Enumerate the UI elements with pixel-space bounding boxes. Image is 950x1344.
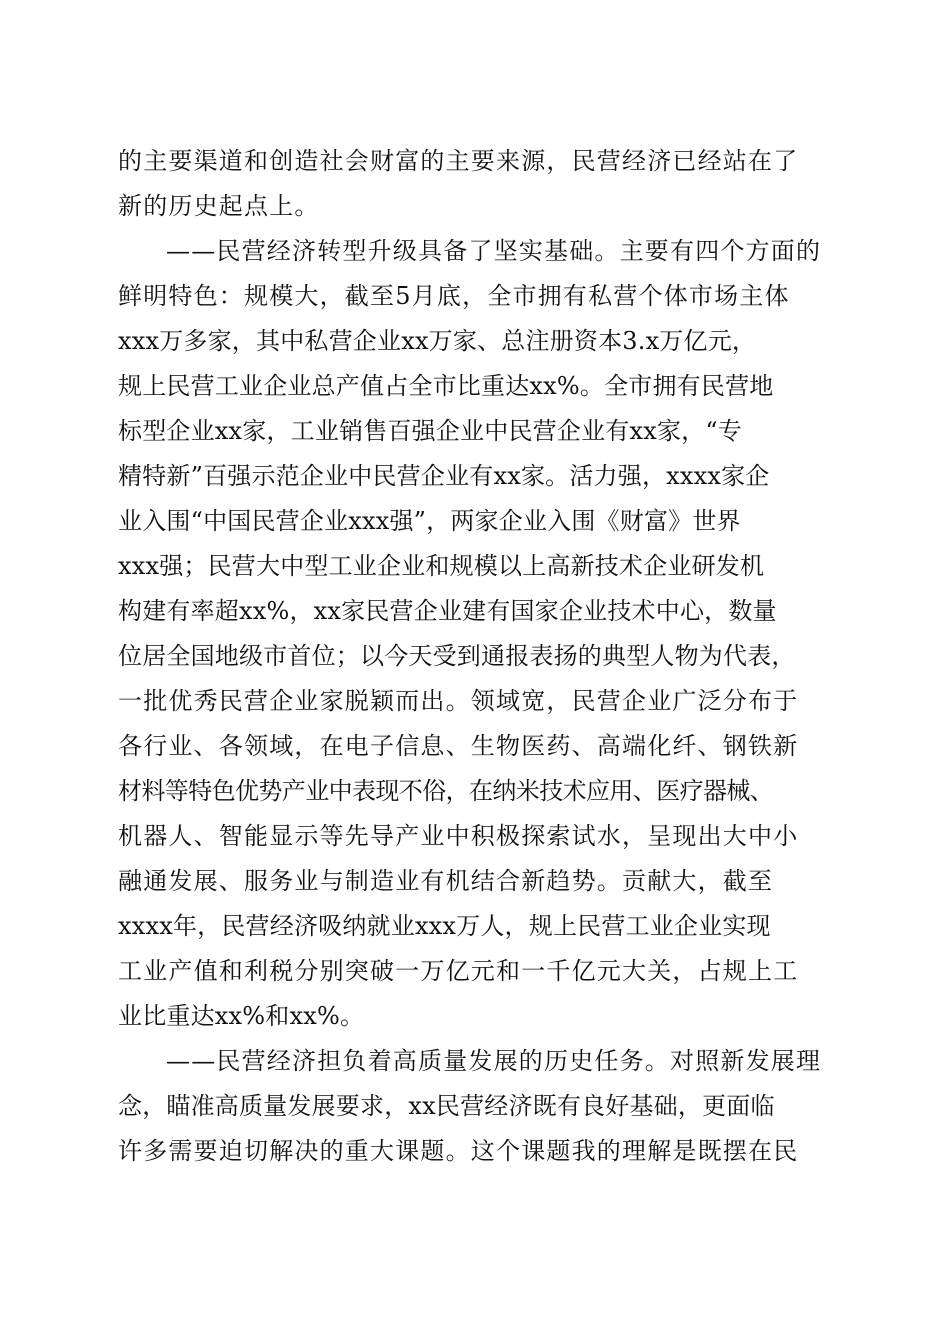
text-line: 新的历史起点上。 [118,192,320,220]
paragraph-start-line: ——民营经济担负着高质量发展的历史任务。对照新发展理 [166,1047,822,1075]
text-line: 材料等特色优势产业中表现不俗，在纳米技术应用、医疗器械、 [118,777,774,805]
text-line: 业比重达xx%和xx%。 [118,1002,365,1030]
text-line: 业入围“中国民营企业xxx强”，两家企业入围《财富》世界 [118,507,741,535]
text-line: 位居全国地级市首位；以今天受到通报表扬的典型人物为代表， [118,642,796,670]
text-line: 精特新”百强示范企业中民营企业有xx家。活力强，xxxx家企 [118,462,770,490]
text-line: xxx强；民营大中型工业企业和规模以上高新技术企业研发机 [118,552,765,580]
text-line: 的主要渠道和创造社会财富的主要来源，民营经济已经站在了 [118,147,799,175]
text-line: 一批优秀民营企业家脱颖而出。领域宽，民营企业广泛分布于 [118,687,799,715]
paragraph-start-line: ——民营经济转型升级具备了坚实基础。主要有四个方面的 [166,237,822,265]
text-line: xxx万多家，其中私营企业xx万家、总注册资本3.x万亿元， [118,327,757,355]
text-line: 鲜明特色：规模大，截至5月底，全市拥有私营个体市场主体 [118,282,790,310]
text-line: 融通发展、服务业与制造业有机结合新趋势。贡献大，截至 [118,867,774,895]
text-line: 机器人、智能显示等先导产业中积极探索试水，呈现出大中小 [118,822,799,850]
text-line: 念，瞄准高质量发展要求，xx民营经济既有良好基础，更面临 [118,1092,775,1120]
text-line: 许多需要迫切解决的重大课题。这个课题我的理解是既摆在民 [118,1137,799,1165]
text-line: xxxx年，民营经济吸纳就业xxx万人，规上民营工业企业实现 [118,912,771,940]
text-line: 构建有率超xx%，xx家民营企业建有国家企业技术中心，数量 [118,597,777,625]
text-line: 各行业、各领域，在电子信息、生物医药、高端化纤、钢铁新 [118,732,799,760]
text-line: 规上民营工业企业总产值占全市比重达xx%。全市拥有民营地 [118,372,774,400]
text-line: 标型企业xx家，工业销售百强企业中民营企业有xx家，“专 [118,417,743,445]
text-line: 工业产值和利税分别突破一万亿元和一千亿元大关，占规上工 [118,957,799,985]
